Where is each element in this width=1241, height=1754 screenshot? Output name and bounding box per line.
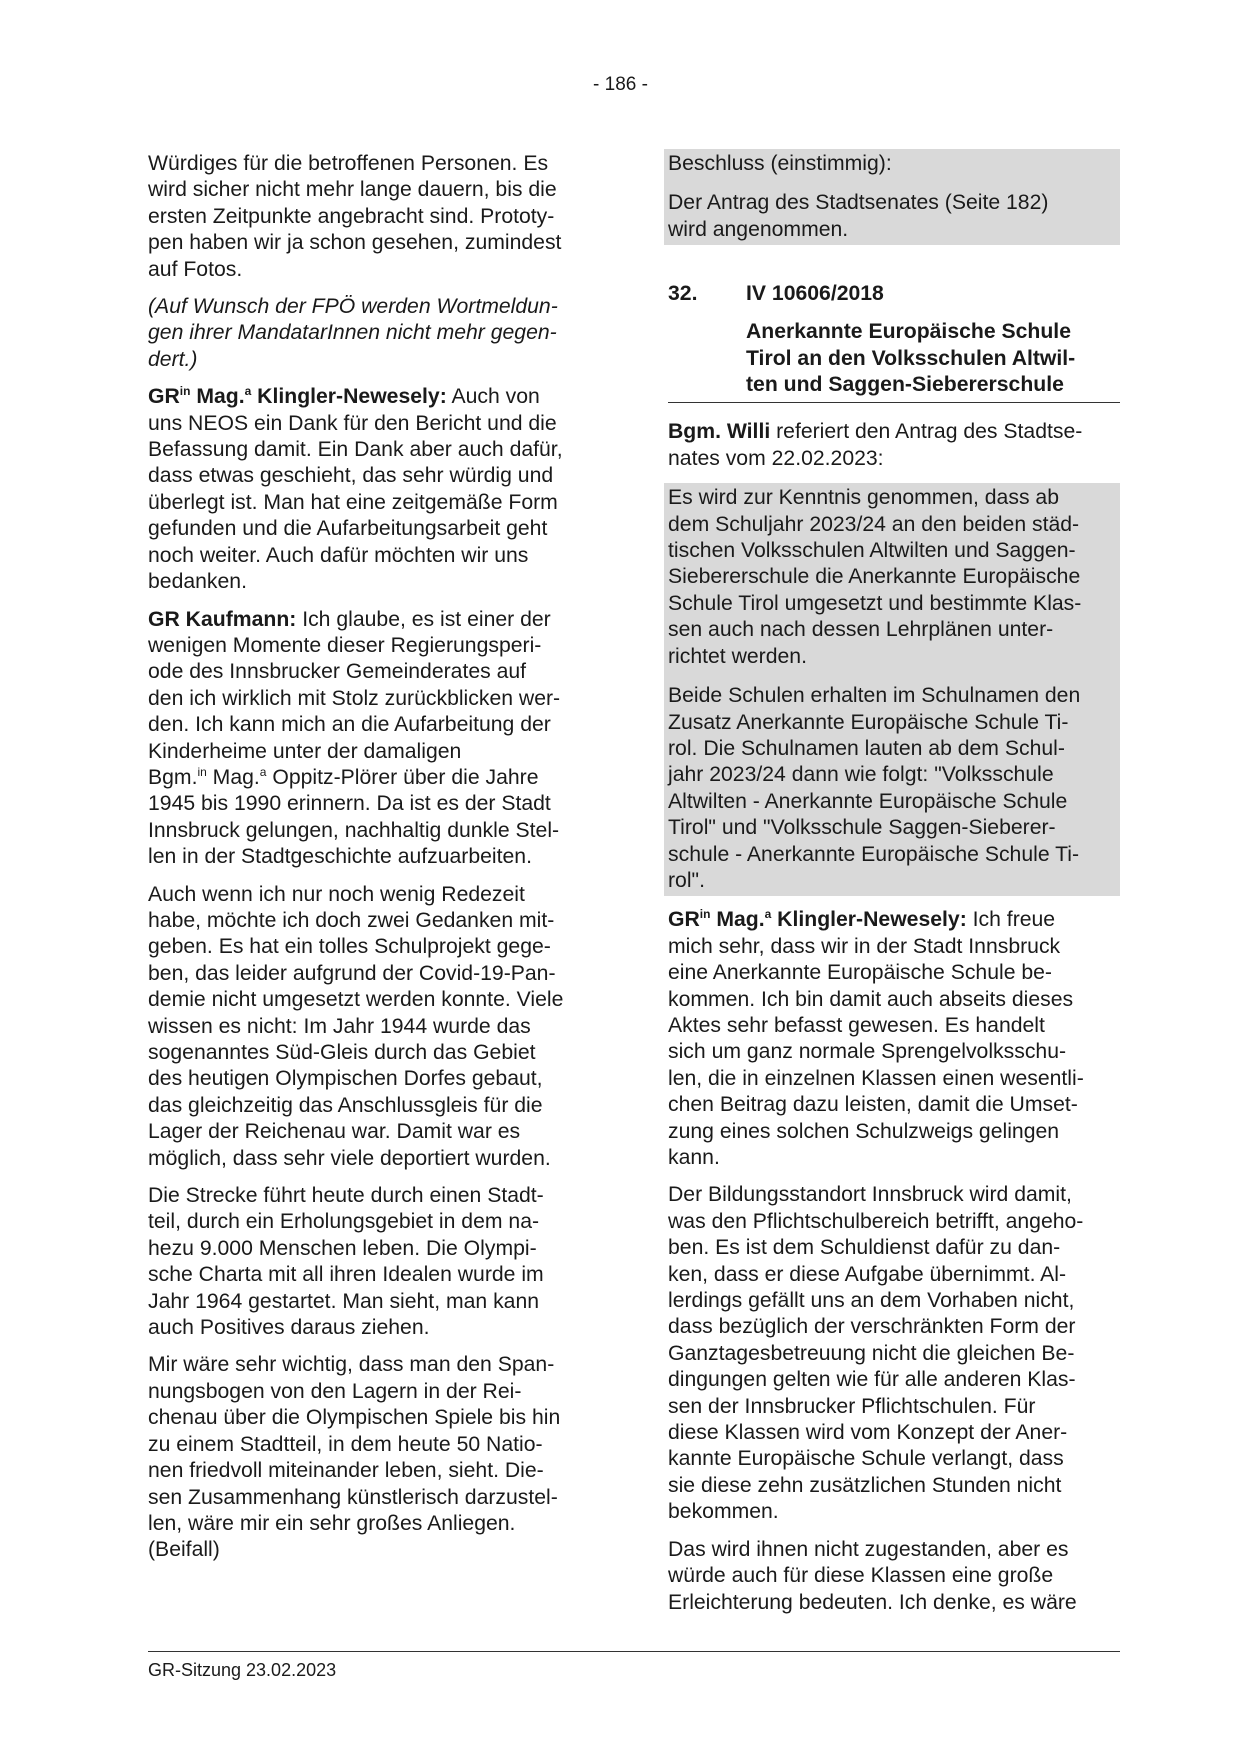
text-line: $GR^{in}$ Mag.$^a$ Klingler-Newesely: Auch von	[148, 384, 540, 409]
paragraph	[668, 1182, 1120, 1525]
text-line: sen der Innsbrucker Pflichtschulen. Für	[668, 1394, 1036, 1418]
text-line: Das wird ihnen nicht zugestanden, aber es	[668, 1537, 1069, 1561]
text-line: Bgm. Willi referiert den Antrag des Stadtse-	[668, 420, 1083, 444]
text-line: Die Strecke führt heute durch einen Stadt-	[148, 1184, 544, 1208]
resolution-text	[664, 179, 1120, 245]
text-line: teil, durch ein Erholungsgebiet in dem na-	[148, 1210, 540, 1234]
agenda-reference: IV 10606/2018	[746, 282, 884, 306]
text-line: sen auch nach dessen Lehrplänen unter-	[668, 618, 1054, 642]
text-line: lerdings gefällt uns an dem Vorhaben nicht,	[668, 1289, 1075, 1313]
text-line: bekommen.	[668, 1500, 779, 1524]
text-line: hezu 9.000 Menschen leben. Die Olympi-	[148, 1236, 537, 1260]
text-line: Der Antrag des Stadtsenates (Seite 182)	[668, 191, 1049, 215]
speech-paragraph	[148, 607, 600, 871]
resolution-box	[664, 149, 1120, 245]
text-line: ken, dass er diese Aufgabe übernimmt. Al-	[668, 1262, 1067, 1286]
text-line: noch weiter. Auch dafür möchten wir uns	[148, 543, 529, 567]
text-line: ten und Saggen-Siebererschule	[746, 373, 1064, 397]
text-line: kann.	[668, 1146, 720, 1169]
text-line: len in der Stadtgeschichte aufzuarbeiten.	[148, 845, 532, 869]
text-line: 1945 bis 1990 erinnern. Da ist es der Stadt	[148, 792, 551, 816]
text-line: chenau über die Olympischen Spiele bis hin	[148, 1406, 561, 1430]
text-line: sen Zusammenhang künstlerisch darzustel-	[148, 1485, 558, 1509]
paragraph	[148, 882, 600, 1172]
page-number: - 186 -	[593, 74, 648, 95]
agenda-number: 32.	[668, 282, 698, 306]
text-line: demie nicht umgesetzt werden konnte. Viele	[148, 988, 564, 1012]
text-line: bedanken.	[148, 570, 247, 594]
text-line: Tirol" und "Volksschule Saggen-Sieberer-	[668, 816, 1056, 840]
text-line: kannte Europäische Schule verlangt, dass	[668, 1447, 1064, 1471]
text-line: ben. Es ist dem Schuldienst dafür zu dan-	[668, 1236, 1061, 1260]
text-line: Lager der Reichenau war. Damit war es	[148, 1120, 521, 1144]
text-line: Jahr 1964 gestartet. Man sieht, man kann	[148, 1289, 540, 1313]
text-line: Schule Tirol umgesetzt und bestimmte Klas-	[668, 591, 1082, 615]
intro-paragraph	[668, 419, 1120, 472]
text-line: dert.)	[148, 347, 198, 371]
divider	[668, 402, 1120, 403]
speaker-name: Bgm. Willi	[668, 420, 771, 444]
text-line: wird sicher nicht mehr lange dauern, bis die	[148, 178, 557, 202]
text-line: Altwilten - Anerkannte Europäische Schule	[668, 789, 1068, 813]
text-line: Anerkannte Europäische Schule	[746, 320, 1071, 344]
agenda-item-header	[668, 281, 1120, 307]
text-line: möglich, dass sehr viele deportiert wurden.	[148, 1146, 551, 1170]
text-line: nates vom 22.02.2023:	[668, 446, 884, 470]
text-line: zung eines solchen Schulzweigs gelingen	[668, 1119, 1060, 1143]
text-line: mich sehr, dass wir in der Stadt Innsbruck	[668, 934, 1061, 958]
text-line: auf Fotos.	[148, 257, 243, 281]
text-line: sie diese zehn zusätzlichen Stunden nicht	[668, 1473, 1062, 1497]
text-line: den ich wirklich mit Stolz zurückblicken wer-	[148, 686, 561, 710]
paragraph	[148, 1183, 600, 1341]
text-line: dass bezüglich der verschränkten Form der	[668, 1315, 1076, 1339]
text-line: gen ihrer MandatarInnen nicht mehr gegen-	[148, 321, 557, 345]
text-line: Ganztagesbetreuung nicht die gleichen Be-	[668, 1341, 1075, 1365]
text-line: (Auf Wunsch der FPÖ werden Wortmeldun-	[148, 295, 558, 319]
text-line: pen haben wir ja schon gesehen, zumindest	[148, 231, 562, 255]
text-line: chen Beitrag dazu leisten, damit die Umset-	[668, 1093, 1078, 1117]
text-line: was den Pflichtschulbereich betrifft, angeho-	[668, 1209, 1084, 1233]
text-line: Auch wenn ich nur noch wenig Redezeit	[148, 882, 525, 906]
speech-paragraph	[148, 384, 600, 595]
text-line: schule - Anerkannte Europäische Schule Ti-	[668, 842, 1080, 866]
text-line: Es wird zur Kenntnis genommen, dass ab	[668, 486, 1059, 510]
speaker-name: $GR^{in}$ Mag.$^a$ Klingler-Newesely:	[668, 907, 967, 932]
text-line: den. Ich kann mich an die Aufarbeitung der	[148, 713, 551, 737]
text-line: sche Charta mit all ihren Idealen wurde im	[148, 1263, 544, 1287]
speech-paragraph	[668, 907, 1120, 1171]
paragraph	[148, 151, 600, 283]
text-line: nen friedvoll miteinander leben, sieht. Die-	[148, 1459, 544, 1483]
text-line: tischen Volksschulen Altwilten und Saggen-	[668, 539, 1076, 563]
text-line: (Beifall)	[148, 1538, 220, 1562]
text-line: Mir wäre sehr wichtig, dass man den Span-	[148, 1353, 555, 1377]
footer-divider	[148, 1651, 1120, 1652]
right-column	[668, 149, 1120, 1627]
text-line: Bgm.$^{in}$ Mag.$^a$ Oppitz-Plörer über die Jahre	[148, 764, 539, 789]
text-line: Siebererschule die Anerkannte Europäische	[668, 565, 1081, 589]
text-line: sogenanntes Süd-Gleis durch das Gebiet	[148, 1041, 536, 1064]
text-line: rol".	[668, 868, 705, 892]
text-line: auch Positives daraus ziehen.	[148, 1316, 430, 1340]
text-line: geben. Es hat ein tolles Schulprojekt gege-	[148, 935, 551, 959]
text-line: dem Schuljahr 2023/24 an den beiden städ-	[668, 512, 1080, 536]
text-line: Aktes sehr befasst gewesen. Es handelt	[668, 1013, 1045, 1037]
text-line: Erleichterung bedeuten. Ich denke, es wäre	[668, 1590, 1077, 1614]
agenda-title	[746, 319, 1120, 398]
text-line: Befassung damit. Ein Dank aber auch dafür,	[148, 438, 563, 462]
text-line: wenigen Momente dieser Regierungsperi-	[148, 633, 542, 657]
text-line: Der Bildungsstandort Innsbruck wird damit,	[668, 1183, 1072, 1207]
text-line: Würdiges für die betroffenen Personen. Es	[148, 152, 549, 175]
resolution-label: Beschluss (einstimmig):	[668, 152, 892, 175]
motion-paragraph	[664, 672, 1120, 896]
text-line: rol. Die Schulnamen lauten ab dem Schul-	[668, 736, 1065, 760]
text-line: das gleichzeitig das Anschlussgleis für die	[148, 1093, 543, 1117]
text-line: zu einem Stadtteil, in dem heute 50 Natio-	[148, 1432, 543, 1456]
text-line: jahr 2023/24 dann wie folgt: "Volksschule	[668, 763, 1054, 787]
text-line: kommen. Ich bin damit auch abseits dieses	[668, 987, 1074, 1011]
text-line: len, die in einzelnen Klassen einen wesentli-	[668, 1066, 1084, 1090]
text-line: GR Kaufmann: Ich glaube, es ist einer der	[148, 607, 551, 631]
text-line: überlegt ist. Man hat eine zeitgemäße Form	[148, 490, 558, 514]
text-line: nungsbogen von den Lagern in der Rei-	[148, 1379, 522, 1403]
text-line: ben, das leider aufgrund der Covid-19-Pan-	[148, 961, 556, 985]
paragraph	[148, 1352, 600, 1563]
text-line: Beide Schulen erhalten im Schulnamen den	[668, 684, 1081, 708]
text-line: dingungen gelten wie für alle anderen Klas-	[668, 1368, 1076, 1392]
speaker-name: GR Kaufmann:	[148, 607, 297, 631]
editorial-note	[148, 294, 600, 373]
text-line: Tirol an den Volksschulen Altwil-	[746, 346, 1076, 370]
text-line: des heutigen Olympischen Dorfes gebaut,	[148, 1067, 543, 1091]
text-line: diese Klassen wird vom Konzept der Aner-	[668, 1421, 1068, 1445]
text-line: dass etwas geschieht, das sehr würdig und	[148, 464, 554, 488]
text-line: Zusatz Anerkannte Europäische Schule Ti-	[668, 710, 1069, 734]
text-line: würde auch für diese Klassen eine große	[668, 1564, 1054, 1588]
text-line: wird angenommen.	[668, 217, 849, 241]
text-line: sich um ganz normale Sprengelvolksschu-	[668, 1040, 1067, 1064]
motion-box	[664, 483, 1120, 896]
text-line: ersten Zeitpunkte angebracht sind. Prototy-	[148, 204, 555, 228]
text-line: gefunden und die Aufarbeitungsarbeit geht	[148, 517, 548, 541]
motion-paragraph	[664, 483, 1120, 672]
left-column	[148, 151, 600, 1575]
text-line: eine Anerkannte Europäische Schule be-	[668, 961, 1052, 985]
text-line: len, wäre mir ein sehr großes Anliegen.	[148, 1511, 516, 1535]
text-line: uns NEOS ein Dank für den Bericht und die	[148, 411, 557, 435]
text-line: wissen es nicht: Im Jahr 1944 wurde das	[148, 1014, 531, 1038]
text-line: ode des Innsbrucker Gemeinderates auf	[148, 660, 527, 684]
paragraph	[668, 1537, 1120, 1616]
text-line: Kinderheime unter der damaligen	[148, 739, 462, 763]
text-line: richtet werden.	[668, 644, 807, 668]
text-line: $GR^{in}$ Mag.$^a$ Klingler-Newesely: Ich freue	[668, 907, 1056, 932]
text-line: habe, möchte ich doch zwei Gedanken mit-	[148, 908, 555, 932]
text-line: Innsbruck gelungen, nachhaltig dunkle Stel-	[148, 818, 560, 842]
footer-session-date: GR-Sitzung 23.02.2023	[148, 1660, 337, 1680]
speaker-name: $GR^{in}$ Mag.$^a$ Klingler-Newesely:	[148, 384, 447, 409]
